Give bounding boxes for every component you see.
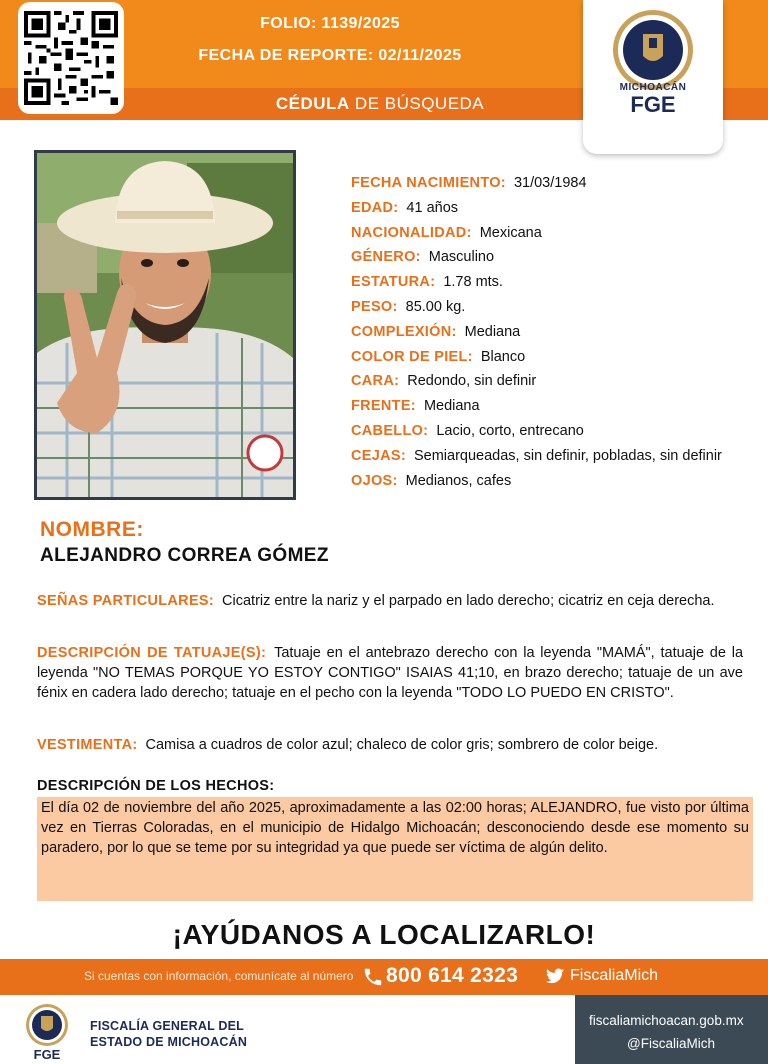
detail-label: CARA:	[351, 373, 400, 390]
detail-value: Medianos, cafes	[405, 472, 512, 489]
contact-prompt: Si cuentas con información, comunícate al número	[84, 969, 354, 983]
clothing-text: Camisa a cuadros de color azul; chaleco de color gris; sombrero de color beige.	[145, 737, 659, 753]
detail-complexion	[351, 320, 751, 345]
logo-state-name: MICHOACÁN	[619, 82, 687, 93]
phone-number[interactable]: 800 614 2323	[386, 964, 519, 987]
detail-cejas	[351, 444, 751, 469]
tattoo-description	[37, 643, 743, 703]
footer-org-line1: FISCALÍA GENERAL DEL	[90, 1019, 245, 1033]
name-label: NOMBRE:	[40, 518, 144, 541]
detail-label: PESO:	[351, 298, 398, 315]
distinguishing-marks-text: Cicatriz entre la nariz y el parpado en lado derecho; cicatriz en ceja derecha.	[222, 593, 715, 609]
detail-label: CEJAS:	[351, 447, 406, 464]
detail-estatura	[351, 270, 751, 295]
footer-org-line2: ESTADO DE MICHOACÁN	[90, 1035, 248, 1049]
tattoo-description-text: Tatuaje en el antebrazo derecho con la leyenda "MAMÁ", tatuaje de la leyenda "NO TEMAS PORQUE YO ESTOY CONTIGO" ISAIAS 41;10, en brazo derecho; tatuaje de un ave fénix en cadera lado derecho; tatuaje en el pecho con la leyenda "TODO LO PUEDO EN CRISTO".	[37, 645, 744, 701]
tattoo-description-label: DESCRIPCIÓN DE TATUAJE(S):	[37, 645, 267, 661]
detail-value: Blanco	[480, 348, 526, 365]
detail-cabello	[351, 419, 751, 444]
clothing-label: VESTIMENTA:	[37, 737, 138, 753]
detail-nacionalidad	[351, 221, 751, 246]
document-title-rest: DE BÚSQUEDA	[349, 94, 485, 113]
social-handle-link[interactable]: @FiscaliaMich	[627, 1036, 715, 1051]
detail-genero	[351, 245, 751, 270]
detail-label: CABELLO:	[351, 422, 429, 439]
detail-fecha-nacimiento	[351, 171, 751, 196]
twitter-icon	[546, 968, 564, 984]
detail-value: Mediana	[464, 323, 521, 340]
call-to-action: ¡AYÚDANOS A LOCALIZARLO!	[172, 919, 596, 950]
events-description: El día 02 de noviembre del año 2025, aproximadamente a las 02:00 horas; ALEJANDRO, fue visto por última vez en Tierras Coloradas, en el municipio de Hidalgo Michoacán; desconociendo desde ese momento su paradero, por lo que se teme por su integridad ya que puede ser víctima de algún delito.	[37, 797, 753, 901]
detail-value: 1.78 mts.	[443, 274, 503, 291]
detail-label: GÉNERO:	[351, 249, 421, 266]
detail-label: FRENTE:	[351, 398, 416, 415]
footer-fge-text: FGE	[33, 1047, 61, 1062]
folio-number: FOLIO: 1139/2025	[260, 15, 400, 32]
detail-label: ESTATURA:	[351, 274, 436, 291]
missing-person-photo	[34, 150, 296, 500]
person-photo-image	[37, 153, 293, 497]
detail-label: COLOR DE PIEL:	[351, 348, 473, 365]
detail-value: Redondo, sin definir	[407, 373, 537, 390]
detail-value: Semiarqueadas, sin definir, pobladas, sin definir	[413, 447, 722, 464]
detail-edad	[351, 196, 751, 221]
detail-label: FECHA NACIMIENTO:	[351, 175, 506, 191]
detail-value: Lacio, corto, entrecano	[436, 422, 584, 439]
detail-label: OJOS:	[351, 472, 398, 489]
person-name: ALEJANDRO CORREA GÓMEZ	[40, 545, 329, 566]
detail-label: EDAD:	[351, 199, 399, 216]
logo-fge-text: FGE	[630, 92, 676, 117]
detail-ojos	[351, 469, 751, 494]
document-title	[160, 94, 600, 114]
clothing	[37, 735, 743, 755]
website-link[interactable]: fiscaliamichoacan.gob.mx	[589, 1013, 744, 1028]
distinguishing-marks	[37, 591, 743, 611]
footer-right	[575, 995, 768, 1064]
personal-details	[351, 171, 751, 494]
detail-value: Mexicana	[479, 224, 542, 241]
detail-label: COMPLEXIÓN:	[351, 323, 457, 340]
footer-left	[0, 995, 575, 1064]
detail-cara	[351, 369, 751, 394]
contact-band	[0, 959, 768, 995]
detail-color-piel	[351, 345, 751, 370]
document-title-bold: CÉDULA	[275, 94, 350, 113]
phone-icon	[362, 966, 384, 988]
twitter-handle[interactable]: FiscaliaMich	[570, 967, 659, 984]
detail-value: Masculino	[428, 249, 495, 266]
fge-logo-card	[583, 0, 723, 154]
events-label: DESCRIPCIÓN DE LOS HECHOS:	[37, 778, 275, 794]
detail-value: 85.00 kg.	[405, 298, 466, 315]
detail-value: 41 años	[406, 199, 459, 216]
distinguishing-marks-label: SEÑAS PARTICULARES:	[37, 593, 215, 609]
detail-label: NACIONALIDAD:	[351, 224, 472, 241]
detail-frente	[351, 394, 751, 419]
detail-value: Mediana	[423, 398, 480, 415]
report-date: FECHA DE REPORTE: 02/11/2025	[198, 47, 462, 64]
footer-org-name	[90, 1018, 247, 1050]
detail-value: 31/03/1984	[513, 175, 587, 191]
detail-peso	[351, 295, 751, 320]
